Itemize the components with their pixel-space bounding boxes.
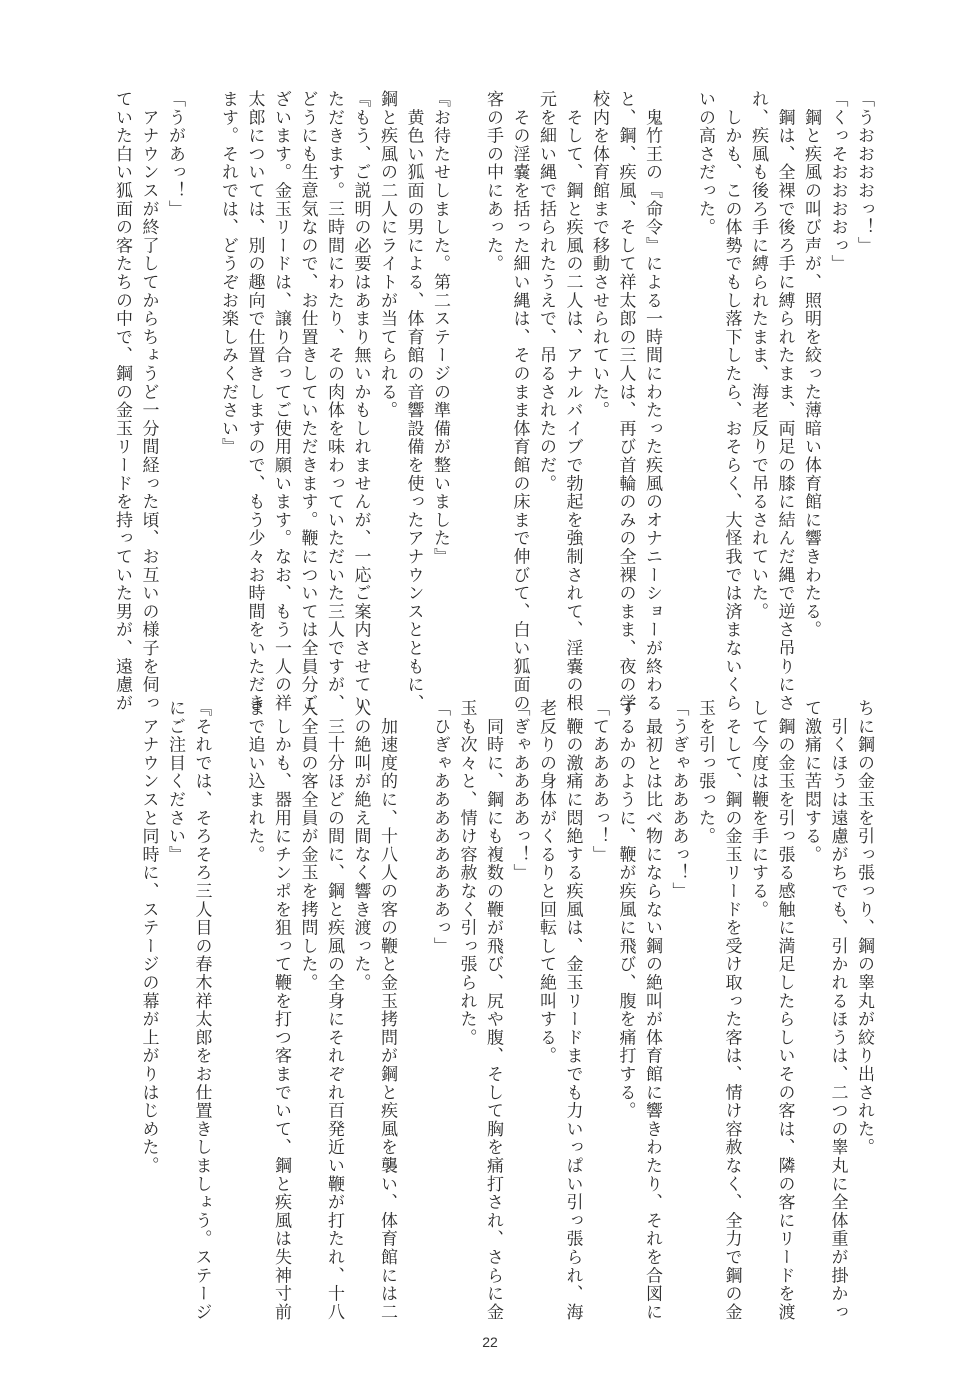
text-column: 校内を体育館まで移動させられていた。 bbox=[589, 90, 609, 420]
text-column: 黄色い狐面の男による、体育館の音響設備を使ったアナウンスとともに、 bbox=[403, 90, 424, 713]
text-column: 三十分ほどの間に、鋼と疾風の全身にそれぞれ百発近い鞭が打たれ、十八 bbox=[324, 699, 344, 1322]
text-column: 「てああああっ！」 bbox=[589, 699, 609, 864]
text-column: 「くっそおおおおっ」 bbox=[827, 90, 848, 273]
text-column-blank bbox=[401, 699, 427, 1269]
text-column: と、鋼、疾風、そして祥太郎の三人は、再び首輪のみの全裸のまま、夜の学 bbox=[615, 90, 636, 713]
text-column: 『もう、ご説明の必要はあまり無いかもしれませんが、一応ご案内させてい bbox=[350, 90, 371, 713]
text-column: ていた白い狐面の客たちの中で、鋼の金玉リードを持っていた男が、遠慮が bbox=[112, 90, 132, 713]
text-column: 『お待たせしました。第二ステージの準備が整いました』 bbox=[430, 90, 450, 566]
text-column: 最初とは比べ物にならない鋼の絶叫が体育館に響きわたり、それを合図に bbox=[642, 699, 662, 1322]
text-column: その淫嚢を括った細い縄は、そのまま体育館の床まで伸びて、白い狐面の bbox=[509, 90, 530, 713]
text-column-blank bbox=[666, 90, 692, 660]
page-number: 22 bbox=[482, 1334, 498, 1350]
text-column: しかも、この体勢でもし落下したら、おそらく、大怪我では済まないくら bbox=[721, 90, 742, 713]
text-column: 鋼と疾風の叫び声が、照明を絞った薄暗い体育館に響きわたる。 bbox=[801, 90, 821, 639]
text-column: 「ぎゃああああっ！」 bbox=[509, 699, 530, 882]
text-column: 『それでは、そろそろ三人目の春木祥太郎をお仕置きしましょう。ステージ bbox=[191, 699, 212, 1322]
text-block-bottom bbox=[0, 699, 980, 1322]
text-column: 「うがあっ！」 bbox=[165, 90, 185, 219]
text-column: ただきます。三時間にわたり、その肉体を味わっていただいた三人ですが、 bbox=[324, 90, 344, 713]
text-column: て激痛に苦悶する。 bbox=[801, 699, 821, 864]
text-column: 鋼は、全裸で後ろ手に縛られたまま、両足の膝に結んだ縄で逆さ吊りにさ bbox=[774, 90, 795, 713]
text-column: まで追い込まれた。 bbox=[244, 699, 265, 864]
text-column: 「うおおおおっ！」 bbox=[854, 90, 874, 255]
text-column: 玉も次々と、情け容赦なく引っ張られた。 bbox=[456, 699, 477, 1047]
text-column: 人全員の客全員が金玉を拷問した。 bbox=[297, 699, 318, 992]
text-column: して今度は鞭を手にする。 bbox=[748, 699, 768, 919]
text-column: 太郎については、別の趣向で仕置きしますので、もう少々お時間をいただき bbox=[244, 90, 265, 713]
text-column: アナウンスが終了してからちょうど一分間経った頃、お互いの様子を伺っ bbox=[138, 90, 159, 713]
text-column: いの高さだった。 bbox=[695, 90, 715, 237]
text-column: にご注目ください』 bbox=[165, 699, 185, 864]
text-column: するかのように、鞭が疾風に飛び、腹を痛打する。 bbox=[615, 699, 636, 1120]
text-column: 「ひぎゃああああああああっ」 bbox=[430, 699, 450, 956]
text-column-blank bbox=[454, 90, 480, 660]
text-column: 玉を引っ張った。 bbox=[695, 699, 715, 846]
text-column: アナウンスと同時に、ステージの幕が上がりはじめた。 bbox=[138, 699, 159, 1175]
text-column: 鬼竹王の『命令』による一時間にわたった疾風のオナニーショーが終わる bbox=[642, 90, 662, 713]
text-column: 鞭の激痛に悶絶する疾風は、金玉リードまでも力いっぱい引っ張られ、海 bbox=[562, 699, 583, 1322]
text-column: そして、鋼の金玉リードを受け取った客は、情け容赦なく、全力で鋼の金 bbox=[721, 699, 742, 1322]
text-column: 加速度的に、十八人の客の鞭と金玉拷問が鋼と疾風を襲い、体育館には二 bbox=[377, 699, 397, 1322]
text-block-top bbox=[0, 90, 980, 713]
text-column: しかも、器用にチンポを狙って鞭を打つ客までいて、鋼と疾風は失神寸前 bbox=[271, 699, 291, 1322]
text-column: ちに鋼の金玉を引っ張っり、鋼の睾丸が絞り出された。 bbox=[854, 699, 874, 1157]
text-column: 老反りの身体がくるりと回転して絶叫する。 bbox=[536, 699, 556, 1065]
text-column: 同時に、鋼にも複数の鞭が飛び、尻や腹、そして胸を痛打され、さらに金 bbox=[483, 699, 503, 1322]
text-column: ざいます。金玉リードは、譲り合ってご使用願います。なお、もう一人の祥 bbox=[271, 90, 291, 713]
text-column-blank bbox=[189, 90, 215, 660]
text-column: 引くほうは遠慮がちでも、引かれるほうは、二つの睾丸に全体重が掛かっ bbox=[827, 699, 848, 1322]
text-column: れ、疾風も後ろ手に縛られたまま、海老反りで吊るされていた。 bbox=[748, 90, 768, 621]
text-column: 鋼と疾風の二人にライトが当てられる。 bbox=[377, 90, 397, 420]
text-column: そして、鋼と疾風の二人は、アナルバイブで勃起を強制されて、淫嚢の根 bbox=[562, 90, 583, 713]
text-column: 人の絶叫が絶え間なく響き渡った。 bbox=[350, 699, 371, 992]
text-column: 元を細い縄で括られたうえで、吊るされたのだ。 bbox=[536, 90, 556, 493]
text-column: 「うぎゃああああっ！」 bbox=[668, 699, 689, 901]
text-column: 客の手の中にあった。 bbox=[483, 90, 503, 273]
text-column-blank bbox=[215, 699, 241, 1269]
text-column: ます。それでは、どうぞお楽しみください』 bbox=[218, 90, 238, 456]
text-column: 鋼の金玉を引っ張る感触に満足したらしいその客は、隣の客にリードを渡 bbox=[774, 699, 795, 1322]
text-column: どうにも生意気なので、お仕置きしていただきます。鞭については全員分ご bbox=[297, 90, 318, 713]
